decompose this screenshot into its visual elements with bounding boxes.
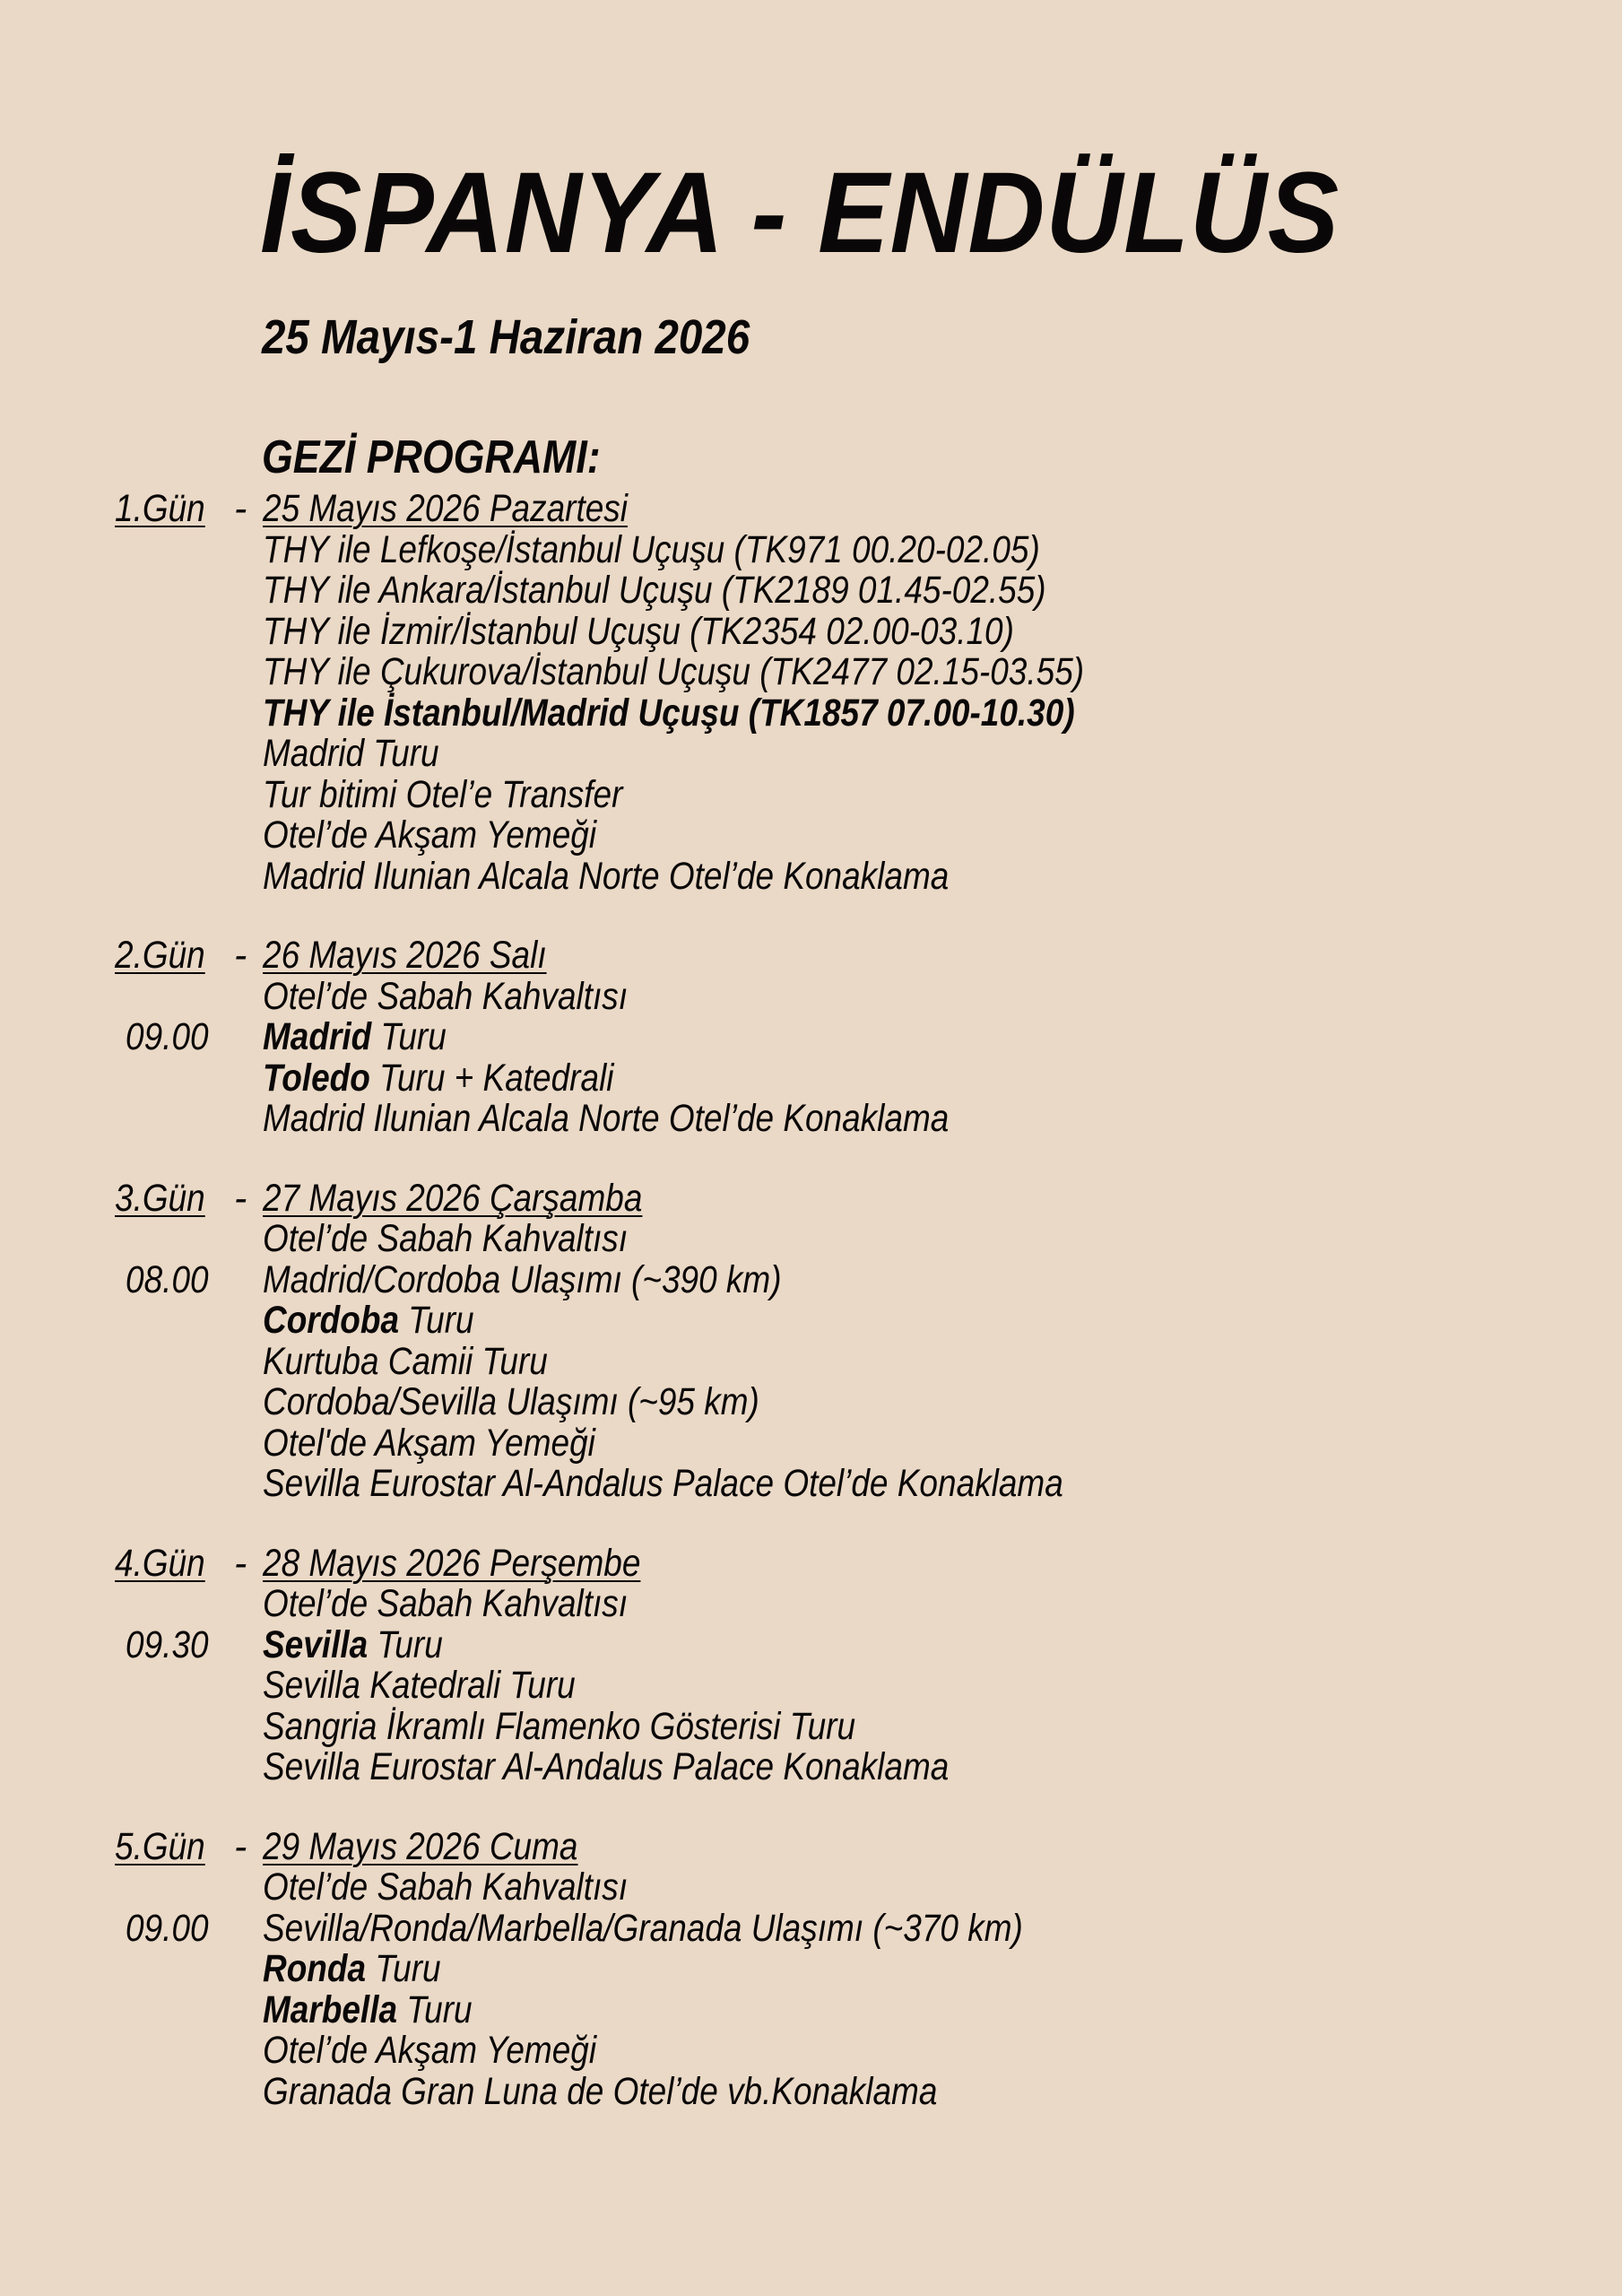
day-label: 3.Gün bbox=[115, 1176, 205, 1220]
item-time: 08.00 bbox=[126, 1257, 209, 1301]
itinerary-item bbox=[115, 1464, 1549, 1505]
day-section bbox=[115, 1824, 1549, 2113]
itinerary-item bbox=[115, 1867, 1549, 1909]
item-place: Marbella bbox=[263, 1987, 398, 2031]
day-header bbox=[115, 1541, 1549, 1585]
trip-dates: 25 Mayıs-1 Haziran 2026 bbox=[262, 310, 750, 364]
itinerary-item bbox=[115, 609, 1549, 653]
item-text: Otel’de Sabah Kahvaltısı bbox=[263, 1866, 629, 1909]
itinerary-item bbox=[115, 974, 1549, 1018]
item-place: Ronda bbox=[263, 1947, 367, 1990]
itinerary-item bbox=[115, 1622, 1549, 1666]
item-text: Madrid/Cordoba Ulaşımı (~390 km) bbox=[263, 1257, 782, 1301]
item-text: Otel’de Sabah Kahvaltısı bbox=[263, 974, 629, 1018]
day-label: 1.Gün bbox=[115, 487, 205, 530]
item-text: Madrid Ilunian Alcala Norte Otel’de Konaklama bbox=[263, 854, 950, 898]
day-date: 26 Mayıs 2026 Salı bbox=[263, 934, 547, 977]
item-text: Turu bbox=[399, 1299, 474, 1342]
itinerary-item bbox=[115, 1099, 1549, 1140]
itinerary-item bbox=[115, 1584, 1549, 1625]
item-place: Cordoba bbox=[263, 1299, 400, 1342]
day-separator: - bbox=[234, 934, 247, 977]
item-text: Sevilla Eurostar Al-Andalus Palace Otel’de Konaklama bbox=[263, 1462, 1063, 1505]
item-time: 09.00 bbox=[126, 1015, 209, 1058]
day-separator: - bbox=[234, 1176, 247, 1220]
itinerary-item bbox=[115, 854, 1549, 898]
item-text: THY ile Ankara/İstanbul Uçuşu (TK2189 01.45-02.55) bbox=[263, 569, 1046, 612]
itinerary-item bbox=[115, 1300, 1549, 1342]
page-title: İSPANYA - ENDÜLÜS bbox=[260, 149, 1340, 277]
day-section bbox=[115, 1541, 1549, 1788]
item-time: 09.00 bbox=[126, 1906, 209, 1950]
day-label: 4.Gün bbox=[115, 1541, 205, 1585]
item-text: THY ile Çukurova/İstanbul Uçuşu (TK2477 02.15-03.55) bbox=[263, 650, 1085, 693]
itinerary-item bbox=[115, 1665, 1549, 1707]
item-text: Sevilla Eurostar Al-Andalus Palace Konaklama bbox=[263, 1745, 950, 1788]
itinerary-item bbox=[115, 1058, 1549, 1100]
day-date: 25 Mayıs 2026 Pazartesi bbox=[263, 487, 629, 530]
day-section bbox=[115, 489, 1549, 897]
day-header bbox=[115, 489, 1549, 530]
item-text: THY ile Lefkoşe/İstanbul Uçuşu (TK971 00.20-02.05) bbox=[263, 527, 1040, 571]
item-place: Madrid bbox=[263, 1015, 372, 1058]
itinerary-item bbox=[115, 2069, 1549, 2113]
itinerary-item bbox=[115, 734, 1549, 775]
itinerary-item bbox=[115, 2031, 1549, 2072]
item-text: Cordoba/Sevilla Ulaşımı (~95 km) bbox=[263, 1380, 759, 1423]
itinerary-item bbox=[115, 527, 1549, 571]
item-text: Madrid Turu bbox=[263, 732, 439, 775]
itinerary-item bbox=[115, 1747, 1549, 1788]
itinerary-item bbox=[115, 1017, 1549, 1058]
item-time: 09.30 bbox=[126, 1622, 209, 1666]
day-separator: - bbox=[234, 1541, 247, 1585]
day-date: 28 Mayıs 2026 Perşembe bbox=[263, 1541, 641, 1585]
itinerary bbox=[115, 489, 1549, 2151]
item-text: Turu bbox=[368, 1622, 443, 1666]
day-header bbox=[115, 1824, 1549, 1868]
item-text: Otel’de Sabah Kahvaltısı bbox=[263, 1582, 629, 1625]
itinerary-item bbox=[115, 652, 1549, 693]
item-text: Tur bitimi Otel’e Transfer bbox=[263, 772, 623, 816]
item-text: Turu bbox=[366, 1947, 441, 1990]
day-section bbox=[115, 935, 1549, 1140]
program-heading: GEZİ PROGRAMI: bbox=[262, 431, 601, 483]
day-header bbox=[115, 1178, 1549, 1220]
itinerary-item bbox=[115, 1906, 1549, 1950]
item-place: Sevilla bbox=[263, 1622, 369, 1666]
day-label: 2.Gün bbox=[115, 934, 205, 977]
day-date: 27 Mayıs 2026 Çarşamba bbox=[263, 1176, 643, 1220]
day-label: 5.Gün bbox=[115, 1824, 205, 1868]
item-text: Granada Gran Luna de Otel’de vb.Konaklama bbox=[263, 2069, 938, 2113]
item-text: Kurtuba Camii Turu bbox=[263, 1339, 548, 1383]
itinerary-item bbox=[115, 1949, 1549, 1990]
item-text: Turu bbox=[371, 1015, 447, 1058]
item-text: THY ile İzmir/İstanbul Uçuşu (TK2354 02.00-03.10) bbox=[263, 609, 1014, 653]
itinerary-item bbox=[115, 1704, 1549, 1748]
item-text: Otel'de Akşam Yemeği bbox=[263, 1421, 595, 1465]
item-text: THY ile İstanbul/Madrid Uçuşu (TK1857 07.00-10.30) bbox=[263, 691, 1075, 735]
day-section bbox=[115, 1178, 1549, 1505]
item-text: Sevilla Katedrali Turu bbox=[263, 1664, 576, 1707]
item-text: Turu bbox=[397, 1987, 473, 2031]
item-text: Otel’de Akşam Yemeği bbox=[263, 813, 597, 857]
day-header bbox=[115, 935, 1549, 977]
item-text: Sevilla/Ronda/Marbella/Granada Ulaşımı (~370 km) bbox=[263, 1906, 1023, 1950]
itinerary-item bbox=[115, 1339, 1549, 1383]
itinerary-item bbox=[115, 815, 1549, 857]
day-date: 29 Mayıs 2026 Cuma bbox=[263, 1824, 578, 1868]
day-separator: - bbox=[234, 487, 247, 530]
itinerary-item bbox=[115, 570, 1549, 612]
item-place: Toledo bbox=[263, 1056, 370, 1100]
itinerary-item bbox=[115, 772, 1549, 816]
itinerary-item bbox=[115, 1257, 1549, 1301]
item-text: Otel’de Akşam Yemeği bbox=[263, 2029, 597, 2072]
item-text: Madrid Ilunian Alcala Norte Otel’de Konaklama bbox=[263, 1097, 950, 1140]
day-separator: - bbox=[234, 1824, 247, 1868]
item-text: Sangria İkramlı Flamenko Gösterisi Turu bbox=[263, 1704, 856, 1748]
itinerary-item bbox=[115, 1219, 1549, 1260]
itinerary-item bbox=[115, 1382, 1549, 1423]
itinerary-item bbox=[115, 1987, 1549, 2031]
itinerary-item bbox=[115, 1423, 1549, 1465]
itinerary-item-highlight bbox=[115, 693, 1549, 735]
item-text: Otel’de Sabah Kahvaltısı bbox=[263, 1217, 629, 1260]
item-text: Turu + Katedrali bbox=[369, 1056, 614, 1100]
